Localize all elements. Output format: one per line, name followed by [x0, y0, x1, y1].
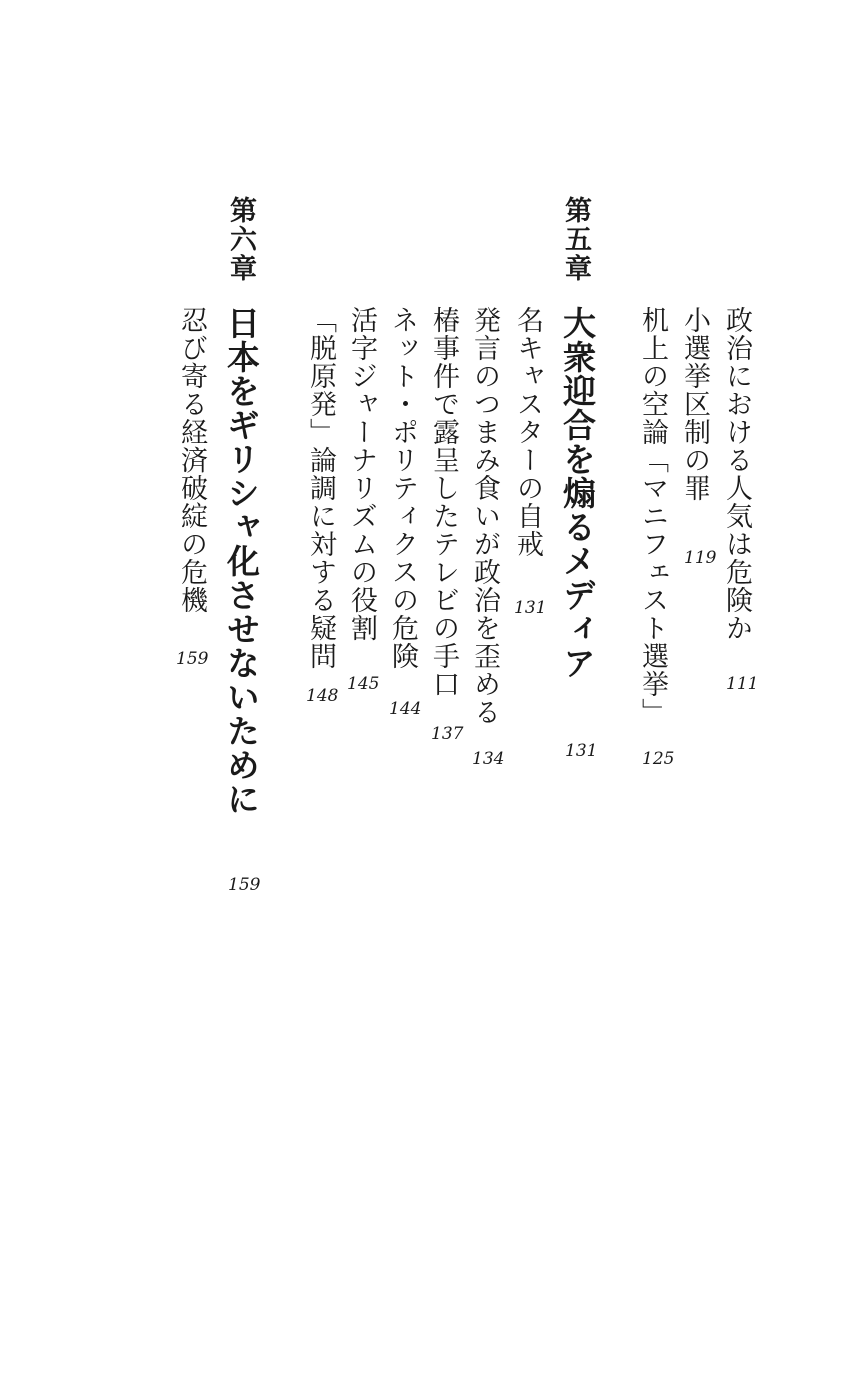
page-number: 145 — [347, 674, 380, 694]
page-number: 137 — [431, 724, 464, 744]
toc-entry[interactable] — [389, 306, 416, 670]
toc-entry[interactable] — [639, 306, 666, 726]
page-number: 131 — [514, 598, 547, 618]
page-number: 144 — [389, 699, 422, 719]
page-number: 111 — [726, 674, 759, 694]
chapter-label: 第五章 — [560, 196, 591, 283]
toc-entry-title: 政治における人気は危険か — [721, 306, 752, 642]
toc-entry-title: 発言のつまみ食いが政治を歪める — [469, 306, 500, 726]
toc-entry[interactable] — [348, 306, 375, 642]
toc-entry-title: 「脱原発」論調に対する疑問 — [305, 306, 336, 670]
toc-entry-title: 椿事件で露呈したテレビの手口 — [428, 306, 459, 698]
chapter-title[interactable]: 大衆迎合を煽るメディア — [558, 306, 597, 680]
toc-entry[interactable] — [307, 306, 334, 670]
page-number: 148 — [306, 686, 339, 706]
page-number: 159 — [176, 649, 209, 669]
toc-entry[interactable] — [430, 306, 457, 698]
toc-entry[interactable] — [681, 306, 708, 502]
page-number: 131 — [565, 741, 598, 761]
toc-entry-title: 活字ジャーナリズムの役割 — [346, 306, 377, 642]
toc-entry-title: ネット・ポリティクスの危険 — [387, 306, 418, 670]
toc-entry-title: 名キャスターの自戒 — [512, 306, 543, 558]
chapter-title[interactable]: 日本をギリシャ化させないために — [222, 306, 261, 816]
page-number: 134 — [472, 749, 505, 769]
page-number: 125 — [642, 749, 675, 769]
chapter-label: 第六章 — [225, 196, 256, 283]
page-number: 159 — [228, 875, 261, 895]
toc-entry[interactable] — [471, 306, 498, 726]
page-number: 119 — [684, 548, 717, 568]
toc-entry[interactable] — [723, 306, 750, 642]
toc-entry[interactable] — [514, 306, 541, 558]
toc-entry[interactable] — [178, 306, 205, 614]
toc-entry-title: 小選挙区制の罪 — [679, 306, 710, 502]
toc-entry-title: 忍び寄る経済破綻の危機 — [176, 306, 207, 614]
toc-entry-title: 机上の空論「マニフェスト選挙」 — [637, 306, 668, 726]
